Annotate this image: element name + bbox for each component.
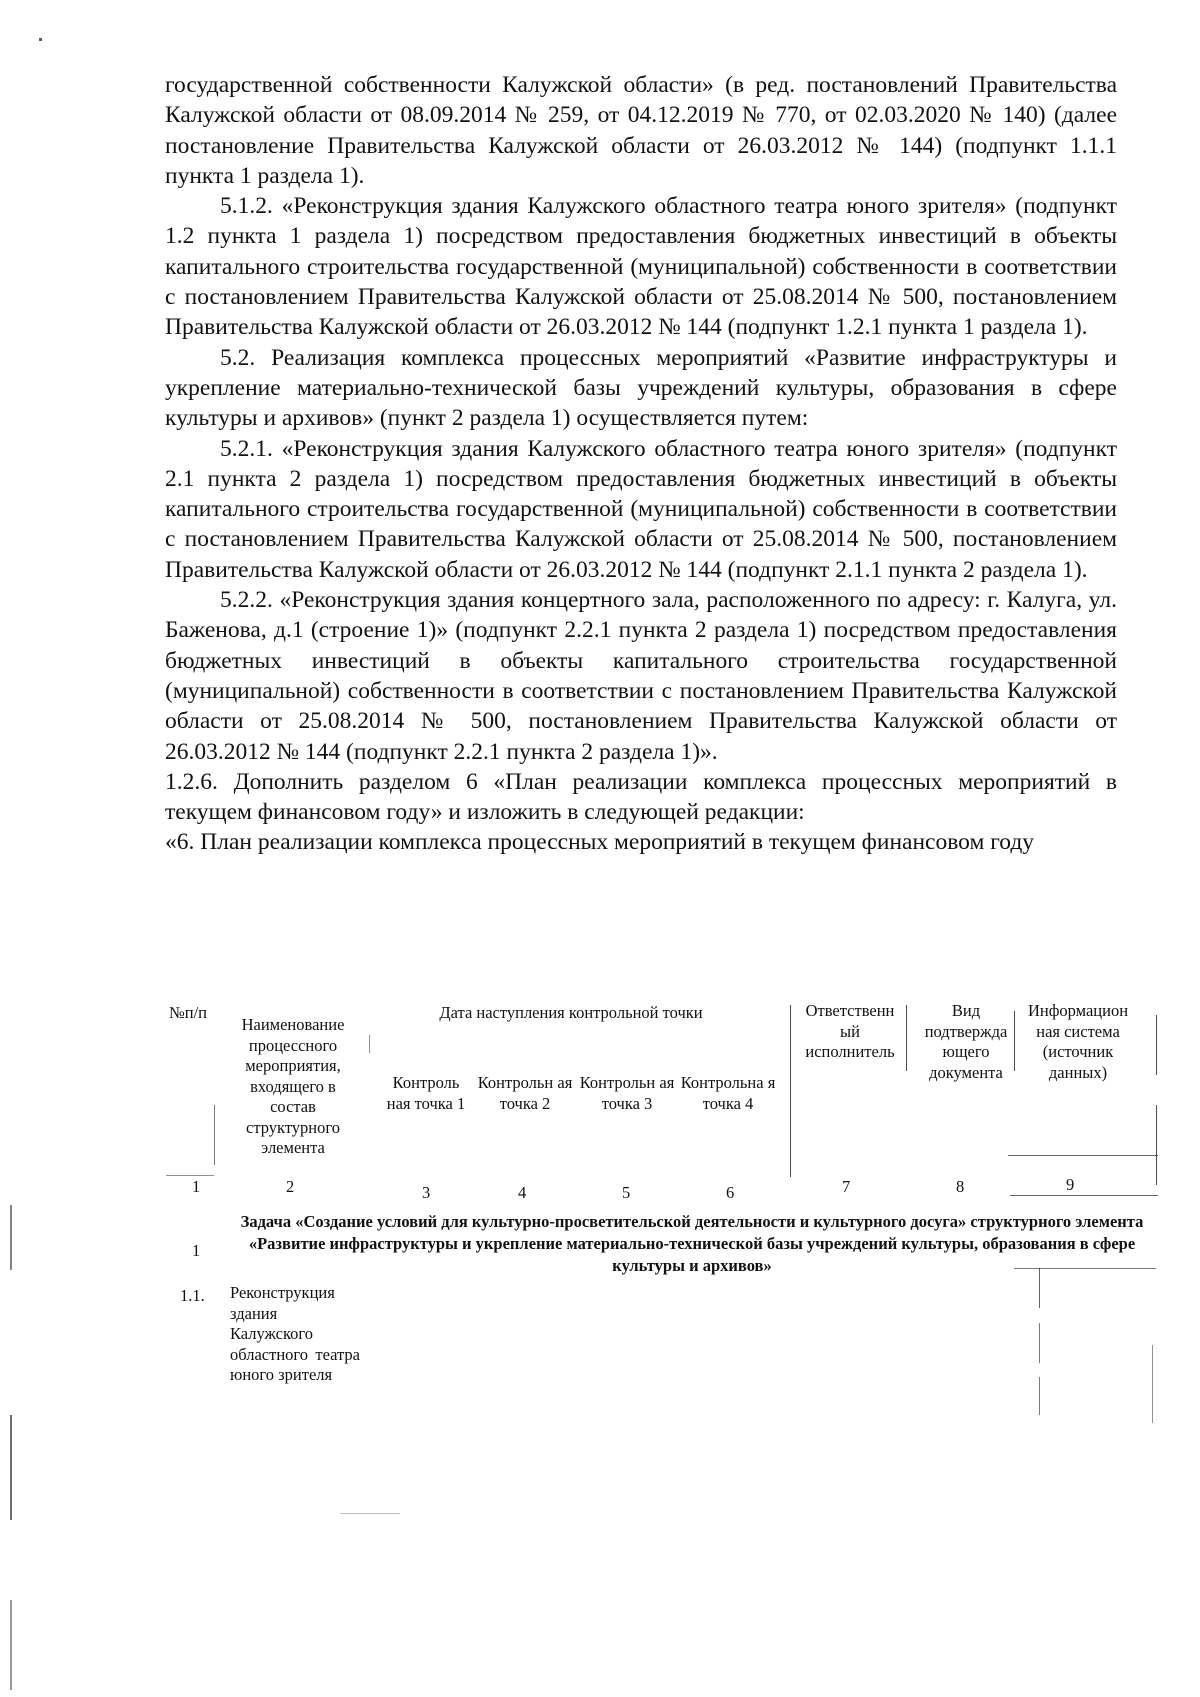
header-activity-name: Наименование процессного мероприятия, входящего в состав структурного элемента [241,1015,345,1157]
scan-artifact [10,1600,12,1690]
item-row-number: 1.1. [180,1286,205,1305]
task-row-number: 1 [192,1241,201,1260]
header-checkpoint-2: Контрольн ая точка 2 [477,1073,573,1113]
column-number: 4 [518,1183,527,1202]
header-checkpoint-4: Контрольна я точка 4 [680,1073,776,1113]
column-number: 9 [1066,1175,1075,1194]
table-border [1008,1155,1158,1156]
scan-artifact [10,1415,12,1520]
header-info-system: Информацион ная система (источник данных) [1027,1001,1129,1082]
table-border [340,1513,400,1514]
header-checkpoint-1: Контроль ная точка 1 [386,1073,466,1113]
table-border [1010,1195,1158,1196]
table-border [369,1035,370,1053]
table-border [1039,1377,1040,1415]
table-border [1152,1345,1153,1423]
item-row-text: Реконструкция здания Калужского областного театра юного зрителя [230,1283,360,1384]
paragraph-1-2-6: 1.2.6. Дополнить разделом 6 «План реализации комплекса процессных мероприятий в текущем финансовом году» и изложить в следующей редакции: [165,768,1117,826]
paragraph-5-1-2: 5.1.2. «Реконструкция здания Калужского областного театра юного зрителя» (подпункт 1.2 пункта 1 раздела 1) посредством предоставления бюджетных инвестиций в объекты капитального строительства государственной (муниципальной) собственности в соответствии с постановлением Правительства Калужской области от 25.08.2014 № 500, постановлением Правительства Калужской области от 26.03.2012 № 144 (подпункт 1.2.1 пункта 1 раздела 1). [165,193,1117,341]
column-number: 3 [422,1183,431,1202]
table-border [1039,1323,1040,1363]
scan-artifact [39,38,42,41]
paragraph-5-2-2: 5.2.2. «Реконструкция здания концертного зала, расположенного по адресу: г. Калуга, ул. Баженова, д.1 (строение 1)» (подпункт 2.2.1 пункта 2 раздела 1) посредством предоставления бюджетных инвестиций в объекты капитального строительства государственной (муниципальной) собственности в соответствии с постановлением Правительства Калужской области от 25.08.2014 № 500, постановлением Правительства Калужской области от 26.03.2012 № 144 (подпункт 2.2.1 пункта 2 раздела 1)». [165,587,1117,765]
table-border [1156,1015,1157,1075]
paragraph-5-2: 5.2. Реализация комплекса процессных мероприятий «Развитие инфраструктуры и укрепление материально-технической базы учреждений культуры, образования в сфере культуры и архивов» (пункт 2 раздела 1) осуществляется путем: [165,344,1117,432]
column-number: 5 [622,1183,631,1202]
table-border [790,1005,791,1177]
paragraph-5-2-1: 5.2.1. «Реконструкция здания Калужского областного театра юного зрителя» (подпункт 2.1 пункта 2 раздела 1) посредством предоставления бюджетных инвестиций в объекты капитального строительства государственной (муниципальной) собственности в соответствии с постановлением Правительства Калужской области от 25.08.2014 № 500, постановлением Правительства Калужской области от 26.03.2012 № 144 (подпункт 2.1.1 пункта 2 раздела 1). [165,435,1117,583]
scan-artifact [10,1205,12,1270]
paragraph-continuation: государственной собственности Калужской области» (в ред. постановлений Правительства Калужской области от 08.09.2014 № 259, от 04.12.2019 № 770, от 02.03.2020 № 140) (далее постановление Правительства Калужской области от 26.03.2012 № 144) (подпункт 1.1.1 пункта 1 раздела 1). [165,72,1117,189]
table-border [214,1105,215,1165]
column-number: 7 [842,1177,851,1196]
task-row-text: Задача «Создание условий для культурно-просветительской деятельности и культурного досуга» структурного элемента «Развитие инфраструктуры и укрепление материально-технической базы учреждений культуры, образования в сфере культуры и архивов» [240,1212,1144,1275]
table-border [906,1005,907,1071]
table-border [1039,1268,1040,1308]
header-checkpoint-3: Контрольн ая точка 3 [579,1073,675,1113]
header-date-group: Дата наступления контрольной точки [439,1003,703,1022]
header-document-type: Вид подтвержда ющего документа [924,1001,1008,1082]
table-border [1014,1268,1156,1269]
header-responsible: Ответственн ый исполнитель [805,1001,895,1061]
header-number: №п/п [169,1003,207,1022]
table-border [1156,1105,1157,1185]
document-body [165,70,1117,858]
column-number: 1 [192,1177,201,1196]
section-6-heading: «6. План реализации комплекса процессных мероприятий в текущем финансовом году [165,829,1035,856]
column-number: 6 [726,1183,735,1202]
table-border [1014,1011,1015,1071]
column-number: 2 [286,1177,295,1196]
column-number: 8 [956,1177,965,1196]
table-border [166,1175,214,1176]
